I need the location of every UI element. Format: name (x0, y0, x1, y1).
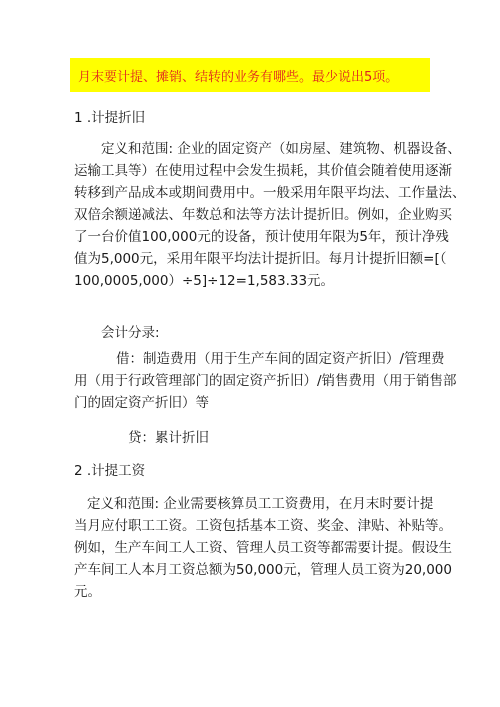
debit-line: 借：制造费用（用于生产车间的固定资产折旧）/管理费 (116, 351, 445, 367)
paragraph-line: 产车间工人本月工资总额为50,000元，管理人员工资为20,000 (74, 562, 452, 578)
paragraph-line: 定义和范围: 企业需要核算员工工资费用，在月末时要计提 (87, 496, 434, 512)
paragraph-depreciation (74, 138, 466, 292)
paragraph-line: 值为5,000元，采用年限平均法计提折旧。每月计提折旧额=[（ (74, 251, 447, 267)
debit-line: 用（用于行政管理部门的固定资产折旧）/销售费用（用于销售部 (74, 373, 457, 389)
paragraph-line: 当月应付职工工资。工资包括基本工资、奖金、津贴、补贴等。 (74, 518, 452, 534)
section-heading-salary: 2 .计提工资 (74, 463, 146, 479)
paragraph-line: 定义和范围: 企业的固定资产（如房屋、建筑物、机器设备、 (101, 141, 461, 157)
paragraph-line: 转移到产品成本或期间费用中。一般采用年限平均法、工作量法、 (74, 185, 466, 201)
credit-entry: 贷：累计折旧 (128, 430, 209, 446)
entry-label: 会计分录: (101, 325, 160, 341)
paragraph-salary (74, 493, 452, 603)
debit-entry (74, 348, 457, 414)
paragraph-line: 了一台价值100,000元的设备，预计使用年限为5年，预计净残 (74, 229, 449, 245)
paragraph-line: 双倍余额递减法、年数总和法等方法计提折旧。例如，企业购买 (74, 207, 452, 223)
question-title: 月末要计提、摊销、结转的业务有哪些。最少说出5项。 (78, 70, 399, 85)
paragraph-line: 100,0005,000）÷5]÷12=1,583.33元。 (74, 273, 335, 289)
paragraph-line: 运输工具等）在使用过程中会发生损耗，其价值会随着使用逐渐 (74, 163, 452, 179)
section-heading-depreciation: 1 .计提折旧 (74, 110, 146, 126)
paragraph-line: 例如，生产车间工人工资、管理人员工资等都需要计提。假设生 (74, 540, 452, 556)
debit-line: 门的固定资产折旧）等 (74, 395, 209, 411)
paragraph-line: 元。 (74, 584, 101, 600)
